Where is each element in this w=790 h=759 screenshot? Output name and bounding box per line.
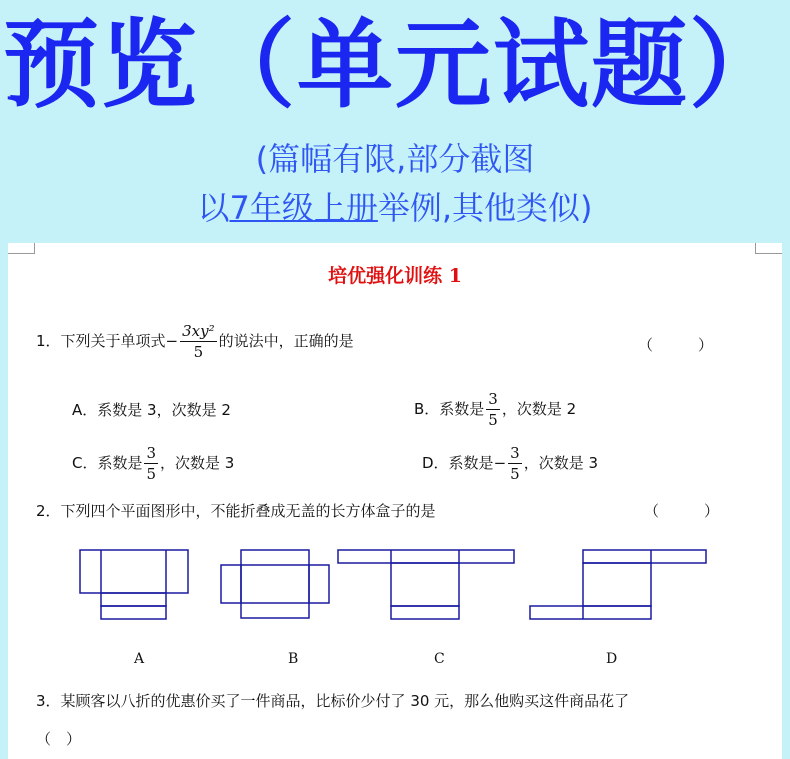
subtitle-suffix: 举例,其他类似) <box>377 189 593 227</box>
q1-minus-sign: − <box>165 332 179 350</box>
q1-option-d-suffix: ，次数是 3 <box>523 454 598 472</box>
figure-label-d: D <box>606 651 618 667</box>
q1-option-b-prefix: B．系数是 <box>414 400 485 418</box>
box-net-figures <box>8 243 782 663</box>
question-1-answer-blank: （ ） <box>638 336 714 354</box>
q1-option-c-prefix: C．系数是 <box>72 454 143 472</box>
question-2-stem: 2．下列四个平面图形中，不能折叠成无盖的长方体盒子的是 <box>36 502 436 520</box>
q1-option-c-suffix: ，次数是 3 <box>160 454 235 472</box>
q1-option-b-den: 5 <box>488 411 498 429</box>
net-figure-d <box>530 550 706 619</box>
banner-subtitle-line1: (篇幅有限,部分截图 <box>255 140 535 178</box>
q1-option-d-den: 5 <box>510 465 520 483</box>
q1-option-a: A．系数是 3，次数是 2 <box>72 401 231 419</box>
q1-option-d-prefix: D．系数是 <box>422 454 494 472</box>
figure-label-c: C <box>434 651 445 667</box>
question-2-answer-blank: （ ） <box>644 502 720 520</box>
figure-label-b: B <box>288 651 299 667</box>
q1-option-d-num: 3 <box>510 444 520 462</box>
preview-banner <box>0 0 790 240</box>
subtitle-grade-link: 7年级上册 <box>229 189 378 227</box>
document-title: 培优强化训练 1 <box>328 265 462 287</box>
document-page <box>8 243 782 759</box>
q1-option-b-num: 3 <box>488 390 498 408</box>
net-figure-b <box>221 550 329 618</box>
net-figure-c <box>338 550 514 619</box>
q1-option-c-den: 5 <box>146 465 157 483</box>
question-3-answer-blank: （ ） <box>36 730 82 748</box>
subtitle-prefix: 以 <box>197 189 230 227</box>
q1-suffix: 的说法中，正确的是 <box>218 332 354 350</box>
question-3-stem: 3．某顾客以八折的优惠价买了一件商品，比标价少付了 30 元，那么他购买这件商品花了 <box>36 692 630 710</box>
q1-option-d-minus: − <box>493 454 507 472</box>
figure-label-a: A <box>134 651 145 667</box>
q1-option-c-num: 3 <box>146 444 157 462</box>
net-figure-a <box>80 550 188 619</box>
banner-title: 预览（单元试题） <box>3 9 787 121</box>
q1-frac-denominator: 5 <box>193 343 204 361</box>
q1-prefix: 1．下列关于单项式 <box>36 332 166 350</box>
banner-subtitle-line2 <box>0 183 790 229</box>
q1-frac-numerator: 3xy² <box>182 322 215 340</box>
q1-option-b-suffix: ，次数是 2 <box>501 400 577 418</box>
